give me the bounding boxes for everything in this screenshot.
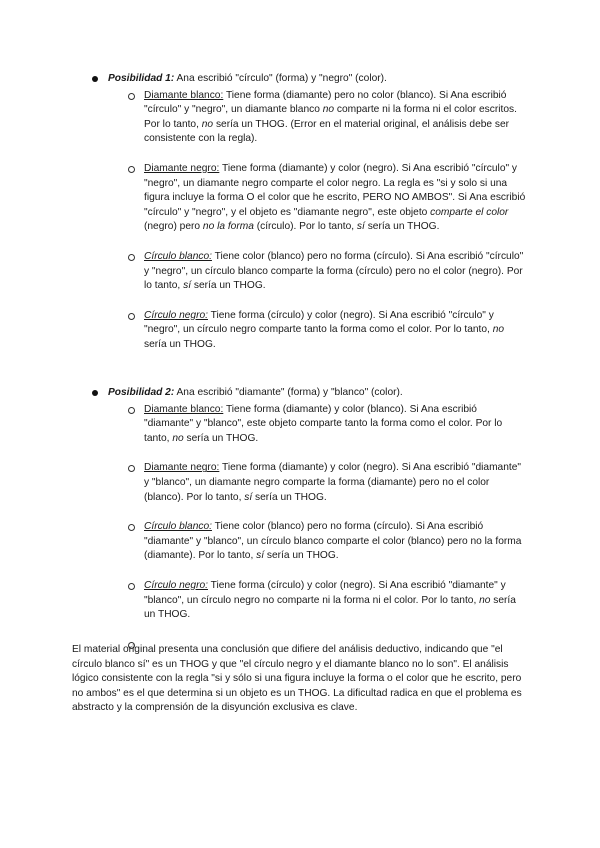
item-text: sería un THOG. xyxy=(144,338,216,350)
possibility-2-heading xyxy=(108,386,403,401)
item-text: sería un THOG. (Error en el material original, el análisis debe ser consistente con la regla). xyxy=(144,118,510,145)
circle-bullet-icon xyxy=(126,89,144,103)
item-heading: Círculo blanco: xyxy=(144,521,212,533)
possibility-1-desc: Ana escribió "círculo" (forma) y "negro" (color). xyxy=(174,73,387,84)
circle-bullet-icon xyxy=(126,520,144,534)
item-emphasis: sí xyxy=(183,280,192,292)
item-emphasis: no xyxy=(492,324,505,336)
list-item xyxy=(126,309,530,353)
item-text: comparte ni la forma ni el color escritos. Por lo tanto, xyxy=(144,104,517,130)
item-emphasis: sí xyxy=(244,491,253,503)
list-item xyxy=(126,250,530,294)
item-text: Tiene forma (diamante) y color (negro). Si Ana escribió "círculo" y "negro", un diamante negro comparte el color negro. La regla es "si y solo si una figura incluye la forma O el color que he escrito, PERO NO AMBOS". Si Ana escribió "círculo" y "negro", y el objeto es "diamante negro", este objeto xyxy=(144,162,526,218)
item-text: Tiene forma (diamante) y color (blanco). Si Ana escribió "diamante" y "blanco", este objeto comparte tanto la forma como el color. Por lo tanto, xyxy=(144,403,503,444)
item-heading: Diamante blanco: xyxy=(144,403,224,415)
item-text: Tiene color (blanco) pero no forma (círculo). Si Ana escribió "diamante" y "blanco", un círculo blanco comparte el color (blanco) pero no la forma (diamante). Por lo tanto, xyxy=(144,521,522,562)
list-item xyxy=(126,162,530,235)
list-item xyxy=(126,461,530,505)
item-text: Tiene forma (círculo) y color (negro). Si Ana escribió "diamante" y "blanco", un círculo negro no comparte ni la forma ni el color. Por lo tanto, xyxy=(144,579,506,606)
list-item xyxy=(126,89,530,147)
possibility-1-heading xyxy=(108,72,387,87)
item-emphasis: sí xyxy=(356,221,365,233)
list-item xyxy=(126,579,530,623)
item-text: sería un THOG. xyxy=(183,432,259,444)
possibility-2-title: Posibilidad 2: xyxy=(108,387,175,398)
list-item xyxy=(126,520,530,564)
item-emphasis: no la forma xyxy=(202,221,254,233)
item-text: Tiene forma (diamante) pero no color (blanco). Si Ana escribió "círculo" y "negro", un diamante blanco xyxy=(144,89,507,116)
item-text: (círculo). Por lo tanto, xyxy=(253,221,357,233)
item-text: sería un THOG. xyxy=(191,280,266,292)
bullet-icon xyxy=(90,386,108,400)
item-text: sería un THOG. xyxy=(252,491,327,503)
item-heading: Diamante blanco: xyxy=(144,89,224,101)
item-text: sería un THOG. xyxy=(144,594,516,621)
item-text: sería un THOG. xyxy=(364,221,440,233)
conclusion-paragraph: El material original presenta una conclusión que difiere del análisis deductivo, indicando que "el círculo blanco sí" es un THOG y que "el círculo negro y el diamante blanco no lo son". El análisis lógico consistente con la regla "si y sólo si una figura incluye la forma o el color que he escrito, pero no ambos" es el que determina si un objeto es un THOG. La dificultad radica en que el problema es abstracto y la comprensión de la disyunción exclusiva es clave. xyxy=(72,644,522,714)
item-text: Tiene forma (diamante) y color (negro). Si Ana escribió "diamante" y "blanco", un diamante negro comparte la forma (diamante) pero no el color (blanco). Por lo tanto, xyxy=(144,462,522,503)
circle-bullet-icon xyxy=(126,403,144,417)
circle-bullet-icon xyxy=(126,461,144,475)
item-text: sería un THOG. xyxy=(264,550,339,562)
circle-bullet-icon xyxy=(126,579,144,593)
circle-bullet-icon xyxy=(126,162,144,176)
circle-bullet-icon xyxy=(126,250,144,264)
bullet-icon xyxy=(90,72,108,86)
item-emphasis: sí xyxy=(256,550,265,562)
possibility-1-title: Posibilidad 1: xyxy=(108,73,175,84)
item-emphasis: no xyxy=(322,104,335,116)
item-text: Tiene color (blanco) pero no forma (círculo). Si Ana escribió "círculo" y "negro", un círculo blanco comparte la forma (círculo) pero no el color (negro). Por lo tanto, xyxy=(144,250,524,292)
list-item xyxy=(126,403,530,447)
item-text: (negro) pero xyxy=(144,221,203,233)
circle-bullet-icon xyxy=(126,309,144,323)
item-heading: Diamante negro: xyxy=(144,162,220,174)
item-text: Tiene forma (círculo) y color (negro). Si Ana escribió "círculo" y "negro", un círculo negro comparte tanto la forma como el color. Por lo tanto, xyxy=(144,309,494,336)
possibility-2-desc: Ana escribió "diamante" (forma) y "blanco" (color). xyxy=(174,387,403,398)
item-heading: Círculo blanco: xyxy=(144,250,212,262)
possibility-2 xyxy=(90,386,530,652)
item-heading: Diamante negro: xyxy=(144,462,220,474)
item-heading: Círculo negro: xyxy=(144,579,208,591)
item-emphasis: no xyxy=(201,118,214,130)
item-emphasis: comparte el color xyxy=(430,206,509,218)
item-emphasis: no xyxy=(479,594,491,606)
possibility-1 xyxy=(90,72,530,353)
item-emphasis: no xyxy=(172,432,184,444)
item-heading: Círculo negro: xyxy=(144,309,208,321)
